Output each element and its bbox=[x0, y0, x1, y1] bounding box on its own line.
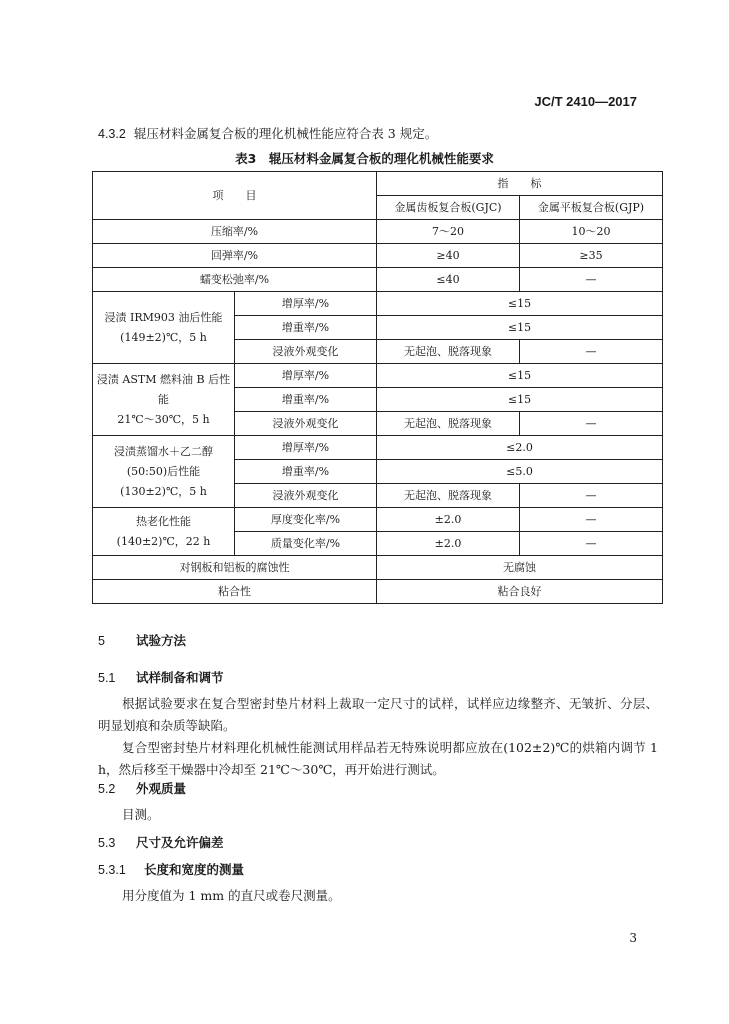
section-heading bbox=[98, 631, 186, 649]
group-label-line: 浸渍 ASTM 燃料油 B 后性能 bbox=[96, 372, 231, 406]
value-gjp: — bbox=[520, 412, 663, 436]
table-row bbox=[93, 292, 663, 316]
table-row bbox=[93, 508, 663, 532]
property-name: 增重率/% bbox=[235, 316, 377, 340]
group-label-line: 浸渍蒸馏水＋乙二醇 bbox=[114, 444, 213, 458]
table-row bbox=[93, 244, 663, 268]
value-merged: ≤5.0 bbox=[377, 460, 663, 484]
property-name: 增厚率/% bbox=[235, 292, 377, 316]
row-item: 蠕变松弛率/% bbox=[93, 268, 377, 292]
spec-table bbox=[92, 171, 663, 604]
header-item: 项 目 bbox=[93, 172, 377, 220]
header-index: 指 标 bbox=[377, 172, 663, 196]
section-number: 5.3 bbox=[98, 836, 116, 850]
property-name: 浸液外观变化 bbox=[235, 412, 377, 436]
section-heading bbox=[98, 779, 186, 797]
value-gjp: — bbox=[520, 532, 663, 556]
table-caption: 表3 辊压材料金属复合板的理化机械性能要求 bbox=[235, 151, 494, 166]
group-label bbox=[93, 292, 235, 364]
paragraph: 根据试验要求在复合型密封垫片材料上裁取一定尺寸的试样，试样应边缘整齐、无皱折、分层、明显划痕和杂质等缺陷。 bbox=[98, 696, 658, 733]
table-row bbox=[93, 556, 663, 580]
group-label bbox=[93, 508, 235, 556]
clause-4-3-2 bbox=[98, 124, 437, 142]
group-label-line: 21℃～30℃，5 h bbox=[117, 412, 210, 426]
value-merged: 粘合良好 bbox=[377, 580, 663, 604]
value-gjc: ±2.0 bbox=[377, 508, 520, 532]
paragraph: 用分度值为 1 mm 的直尺或卷尺测量。 bbox=[122, 888, 341, 903]
group-label-line: (140±2)℃，22 h bbox=[116, 534, 211, 548]
section-number: 5.1 bbox=[98, 671, 116, 685]
page-number: 3 bbox=[629, 931, 637, 945]
section-title: 长度和宽度的测量 bbox=[144, 862, 245, 877]
value-gjp: ≥35 bbox=[520, 244, 663, 268]
value-gjc: ≤40 bbox=[377, 268, 520, 292]
section-number: 5.2 bbox=[98, 782, 116, 796]
group-label-line: 浸渍 IRM903 油后性能 bbox=[104, 310, 223, 324]
table-row bbox=[93, 436, 663, 460]
value-gjc: 7～20 bbox=[377, 220, 520, 244]
value-gjc: 无起泡、脱落现象 bbox=[377, 340, 520, 364]
property-name: 浸液外观变化 bbox=[235, 340, 377, 364]
row-item: 压缩率/% bbox=[93, 220, 377, 244]
property-name: 增重率/% bbox=[235, 388, 377, 412]
value-gjp: — bbox=[520, 484, 663, 508]
section-number: 5.3.1 bbox=[98, 863, 126, 877]
group-label-line: (50:50)后性能 bbox=[126, 464, 201, 478]
property-name: 浸液外观变化 bbox=[235, 484, 377, 508]
property-name: 增重率/% bbox=[235, 460, 377, 484]
section-title: 尺寸及允许偏差 bbox=[136, 835, 224, 850]
paragraph: 复合型密封垫片材料理化机械性能测试用样品若无特殊说明都应放在(102±2)℃的烘箱内调节 1 h，然后移至干燥器中冷却至 21℃～30℃，再开始进行测试。 bbox=[98, 740, 658, 777]
row-item: 对钢板和铝板的腐蚀性 bbox=[93, 556, 377, 580]
table-row bbox=[93, 364, 663, 388]
table-row bbox=[93, 580, 663, 604]
value-merged: 无腐蚀 bbox=[377, 556, 663, 580]
section-heading bbox=[98, 860, 244, 878]
value-gjp: — bbox=[520, 340, 663, 364]
table-header-row bbox=[93, 172, 663, 196]
value-gjc: ≥40 bbox=[377, 244, 520, 268]
section-number: 5 bbox=[98, 634, 105, 648]
section-title: 试验方法 bbox=[136, 633, 187, 648]
property-name: 增厚率/% bbox=[235, 436, 377, 460]
group-label-line: (149±2)℃，5 h bbox=[120, 330, 207, 344]
paragraph: 目测。 bbox=[122, 807, 160, 822]
section-title: 外观质量 bbox=[136, 781, 187, 796]
group-label bbox=[93, 436, 235, 508]
section-title: 试样制备和调节 bbox=[136, 670, 224, 685]
row-item: 粘合性 bbox=[93, 580, 377, 604]
clause-text: 辊压材料金属复合板的理化机械性能应符合表 3 规定。 bbox=[133, 126, 438, 141]
group-label-line: 热老化性能 bbox=[136, 514, 191, 528]
value-gjc: 无起泡、脱落现象 bbox=[377, 484, 520, 508]
header-gjp: 金属平板复合板(GJP) bbox=[520, 196, 663, 220]
row-item: 回弹率/% bbox=[93, 244, 377, 268]
header-gjc: 金属齿板复合板(GJC) bbox=[377, 196, 520, 220]
property-name: 增厚率/% bbox=[235, 364, 377, 388]
table-row bbox=[93, 268, 663, 292]
property-name: 厚度变化率/% bbox=[235, 508, 377, 532]
property-name: 质量变化率/% bbox=[235, 532, 377, 556]
value-gjc: ±2.0 bbox=[377, 532, 520, 556]
group-label bbox=[93, 364, 235, 436]
value-gjp: 10～20 bbox=[520, 220, 663, 244]
clause-number: 4.3.2 bbox=[98, 127, 126, 141]
table-row bbox=[93, 220, 663, 244]
group-label-line: (130±2)℃，5 h bbox=[120, 484, 207, 498]
value-gjc: 无起泡、脱落现象 bbox=[377, 412, 520, 436]
section-heading bbox=[98, 668, 224, 686]
value-merged: ≤2.0 bbox=[377, 436, 663, 460]
value-gjp: — bbox=[520, 268, 663, 292]
value-merged: ≤15 bbox=[377, 316, 663, 340]
value-merged: ≤15 bbox=[377, 364, 663, 388]
value-merged: ≤15 bbox=[377, 388, 663, 412]
value-gjp: — bbox=[520, 508, 663, 532]
section-heading bbox=[98, 833, 224, 851]
value-merged: ≤15 bbox=[377, 292, 663, 316]
standard-code: JC/T 2410—2017 bbox=[534, 94, 637, 109]
